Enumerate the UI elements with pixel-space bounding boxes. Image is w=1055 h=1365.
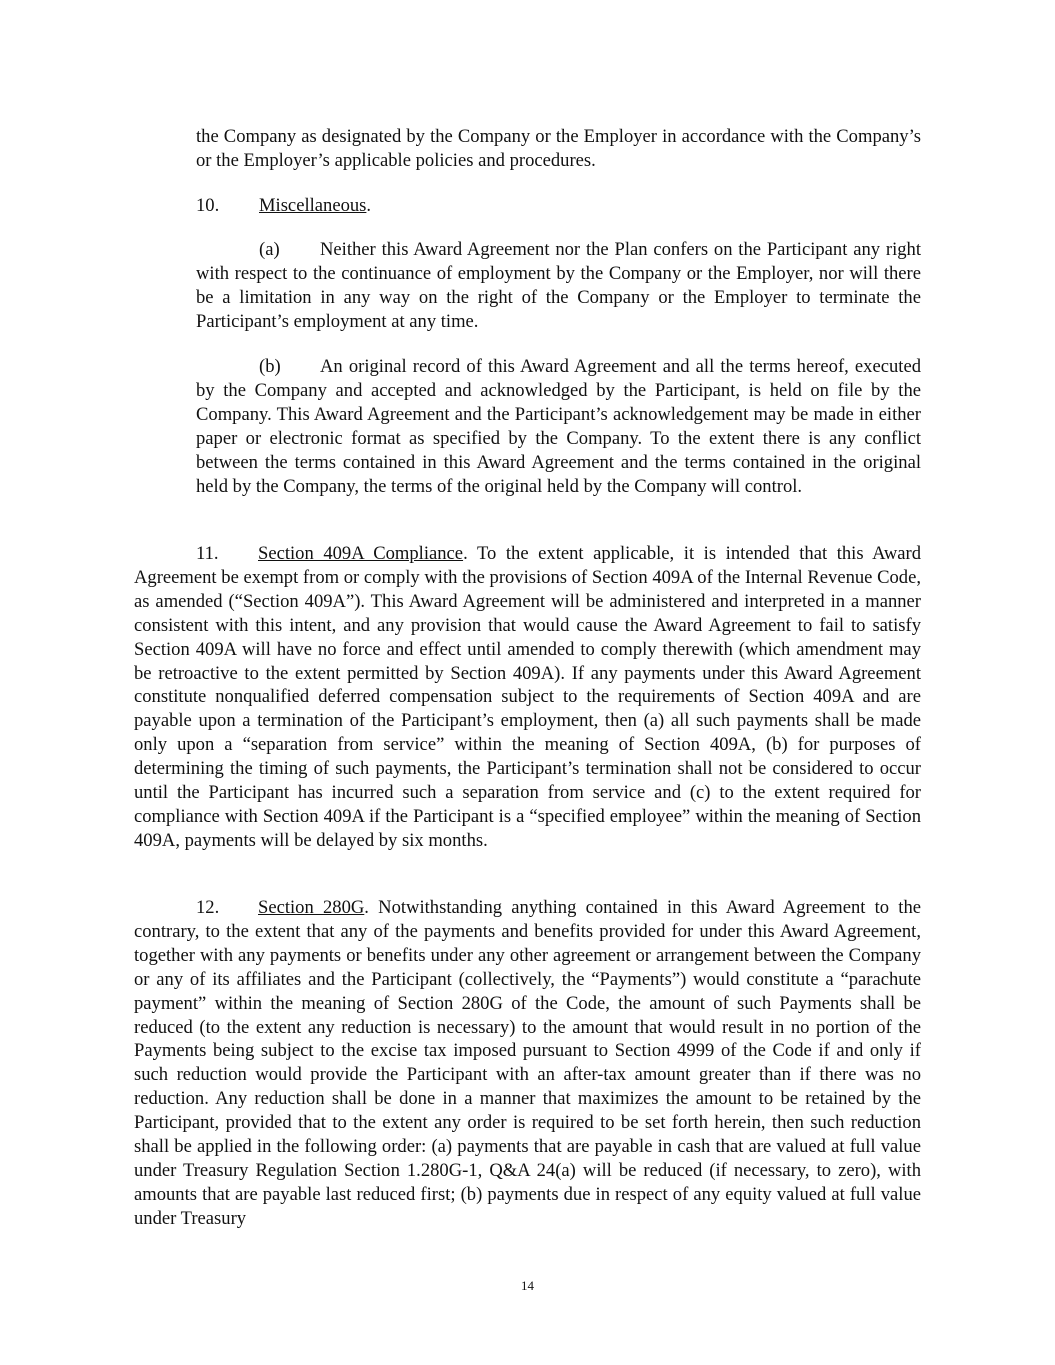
section-11-title: Section 409A Compliance: [258, 543, 464, 564]
section-10b-label: (b): [259, 356, 281, 377]
section-10-title: Miscellaneous: [259, 195, 367, 216]
section-10a-paragraph: [196, 238, 921, 334]
section-10b-paragraph: [196, 355, 921, 498]
section-10-number: 10.: [196, 195, 220, 216]
continuation-text: the Company as designated by the Company or the Employer in accordance with the Company’s or the Employer’s applicable policies and procedures.: [196, 126, 921, 171]
section-11-number: 11.: [196, 543, 219, 564]
section-10a-text: Neither this Award Agreement nor the Plan confers on the Participant any right with respect to the continuance of employment by the Company or the Employer, nor will there be a limitation in any way on the right of the Company or the Employer to terminate the Participant’s employment at any time.: [196, 239, 921, 332]
section-10a-label: (a): [259, 239, 280, 260]
section-11-text: . To the extent applicable, it is intended that this Award Agreement be exempt from or comply with the provisions of Section 409A of the Internal Revenue Code, as amended (“Section 409A”). This Award Agreement will be administered and interpreted in a manner consistent with this intent, and any provision that would cause the Award Agreement to fail to satisfy Section 409A will have no force and effect until amended to comply therewith (which amendment may be retroactive to the extent permitted by Section 409A). If any payments under this Award Agreement constitute nonqualified deferred compensation subject to the requirements of Section 409A and are payable upon a termination of the Participant’s employment, then (a) all such payments shall be made only upon a “separation from service” within the meaning of Section 409A, (b) for purposes of determining the timing of such payments, the Participant’s termination shall not be considered to occur until the Participant has incurred such a separation from service and (c) to the extent required for compliance with Section 409A if the Participant is a “specified employee” within the meaning of Section 409A, payments will be delayed by six months.: [134, 543, 921, 851]
section-11-paragraph: [134, 542, 921, 853]
section-12-text: . Notwithstanding anything contained in this Award Agreement to the contrary, to the extent that any of the payments and benefits provided for under this Award Agreement, together with any payments or benefits under any other agreement or arrangement between the Company or any of its affiliates and the Participant (collectively, the “Payments”) would constitute a “parachute payment” within the meaning of Section 280G of the Code, the amount of such Payments shall be reduced (to the extent any reduction is necessary) to the amount that would result in no portion of the Payments being subject to the excise tax imposed pursuant to Section 4999 of the Code if and only if such reduction would provide the Participant with an after-tax amount greater than if there was no reduction. Any reduction shall be done in a manner that maximizes the amount to be retained by the Participant, provided that to the extent any order is required to be set forth herein, then such reduction shall be applied in the following order: (a) payments that are payable in cash that are valued at full value under Treasury Regulation Section 1.280G-1, Q&A 24(a) will be reduced (if necessary, to zero), with amounts that are payable last reduced first; (b) payments due in respect of any equity valued at full value under Treasury: [134, 897, 921, 1229]
section-12-title: Section 280G: [258, 897, 365, 918]
section-12-number: 12.: [196, 897, 220, 918]
continuation-paragraph: [196, 125, 921, 173]
section-10-title-suffix: .: [366, 195, 372, 216]
page-number: 14: [521, 1278, 534, 1293]
section-12-paragraph: [134, 896, 921, 1231]
section-10b-text: An original record of this Award Agreement and all the terms hereof, executed by the Company and accepted and acknowledged by the Participant, is held on file by the Company. This Award Agreement and the Participant’s acknowledgement may be made in either paper or electronic format as specified by the Company. To the extent there is any conflict between the terms contained in this Award Agreement and the terms contained in the original held by the Company, the terms of the original held by the Company will control.: [196, 356, 921, 497]
section-10-heading: [196, 194, 921, 218]
